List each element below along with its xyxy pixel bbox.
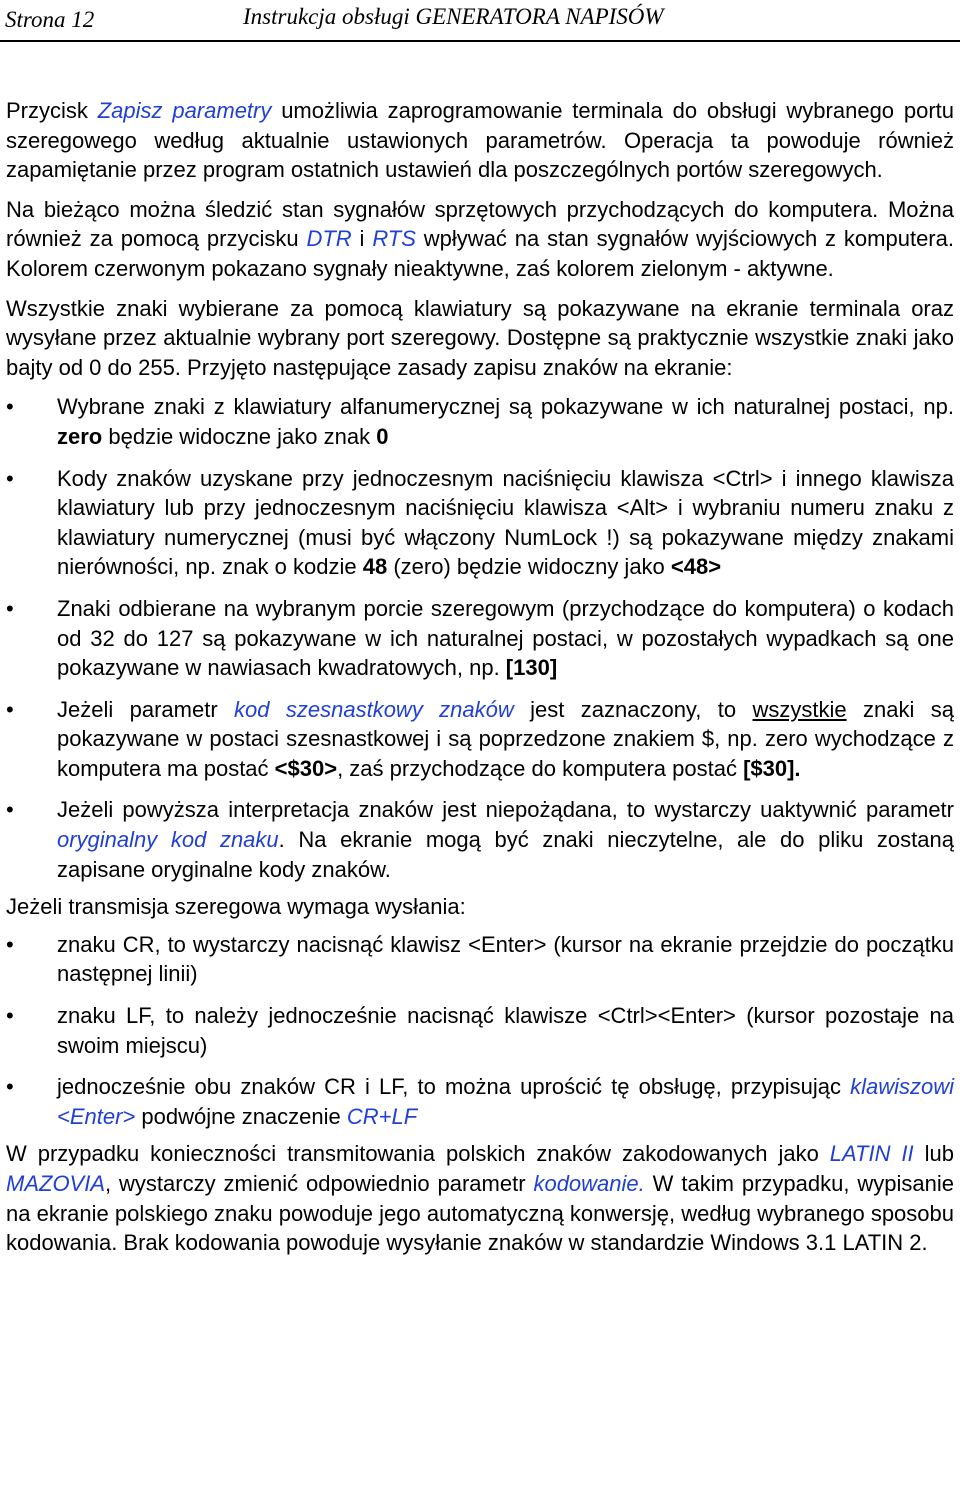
- list-item: • Wybrane znaki z klawiatury alfanumerycznej są pokazywane w ich naturalnej postaci, np. zero będzie widoczne jako znak 0: [6, 394, 954, 449]
- enter-key-reference: klawiszowi <Enter>: [57, 1074, 954, 1129]
- encoding-parameter: kodowanie.: [533, 1171, 645, 1196]
- latin2-reference: LATIN II: [829, 1141, 914, 1167]
- list-item: • Jeżeli powyższa interpretacja znaków jest niepożądana, to wystarczy uaktywnić parametr oryginalny kod znaku. Na ekranie mogą być znaki nieczytelne, ale do pliku zostaną zapisane oryginalne kody znaków.: [6, 797, 954, 882]
- page-header: [5, 4, 955, 38]
- bullet-icon: •: [6, 394, 14, 420]
- mazovia-reference: MAZOVIA: [6, 1171, 106, 1196]
- crlf-reference: CR+LF: [346, 1103, 418, 1129]
- paragraph-transmission: Jeżeli transmisja szeregowa wymaga wysłania:: [6, 894, 466, 920]
- list-item: • Jeżeli parametr kod szesnastkowy znaków jest zaznaczony, to wszystkie znaki są pokazywane w postaci szesnastkowej i są poprzedzone znakiem $, np. zero wychodzące z komputera ma postać <$30>, zaś przychodzące do komputera postać [$30].: [6, 696, 954, 781]
- bullet-icon: •: [6, 595, 14, 621]
- list-item: • Kody znaków uzyskane przy jednoczesnym naciśnięciu klawisza <Ctrl> i innego klawisza klawiatury lub przy jednoczesnym naciśnięciu klawisza <Alt> i wybraniu numeru znaku z klawiatury numerycznej (musi być włączony NumLock !) są pokazywane między znakami nierówności, np. znak o kodzie 48 (zero) będzie widoczny jako <48>: [6, 465, 954, 580]
- bullet-icon: •: [6, 1074, 14, 1100]
- paragraph-encoding: W przypadku konieczności transmitowania polskich znaków zakodowanych jako LATIN II lub MAZOVIA, wystarczy zmienić odpowiednio parametr kodowanie. W takim przypadku, wypisanie na ekranie polskiego znaku powoduje jego automatyczną konwersję, według wybranego sposobu kodowania. Brak kodowania powoduje wysyłanie znaków w standardzie Windows 3.1 LATIN 2.: [6, 1141, 954, 1256]
- header-rule: [0, 40, 960, 42]
- rts-reference: RTS: [372, 226, 416, 252]
- bullet-icon: •: [6, 465, 14, 491]
- page-content: [6, 96, 954, 1258]
- document-title: Instrukcja obsługi GENERATORA NAPISÓW: [243, 4, 664, 29]
- list-item: • znaku CR, to wystarczy nacisnąć klawisz <Enter> (kursor na ekranie przejdzie do początku następnej linii): [6, 931, 954, 987]
- dtr-reference: DTR: [306, 226, 352, 252]
- paragraph-save-parameters: Przycisk Zapisz parametry umożliwia zaprogramowanie terminala do obsługi wybranego portu szeregowego według aktualnie ustawionych parametrów. Operacja ta powoduje również zapamiętanie przez program ostatnich ustawień dla poszczególnych portów szeregowych.: [6, 98, 955, 183]
- bullet-icon: •: [6, 696, 14, 722]
- list-item: • znaku LF, to należy jednocześnie nacisnąć klawisze <Ctrl><Enter> (kursor pozostaje na swoim miejscu): [6, 1003, 954, 1058]
- character-rules-list: [6, 392, 954, 884]
- bullet-icon: •: [6, 931, 14, 957]
- page-number: Strona 12: [5, 7, 95, 32]
- bullet-icon: •: [6, 797, 14, 823]
- paragraph-signals: Na bieżąco można śledzić stan sygnałów sprzętowych przychodzących do komputera. Można również za pomocą przycisku DTR i RTS wpływać na stan sygnałów wyjściowych z komputera. Kolorem czerwonym pokazano sygnały nieaktywne, zaś kolorem zielonym - aktywne.: [6, 196, 954, 281]
- bullet-icon: •: [6, 1003, 14, 1029]
- paragraph-keyboard: Wszystkie znaki wybierane za pomocą klawiatury są pokazywane na ekranie terminala oraz wysyłane przez aktualnie wybrany port szeregowy. Dostępne są praktycznie wszystkie znaki jako bajty od 0 do 255. Przyjęto następujące zasady zapisu znaków na ekranie:: [6, 295, 954, 380]
- hex-code-parameter: kod szesnastkowy znaków: [234, 696, 514, 722]
- list-item: • Znaki odbierane na wybranym porcie szeregowym (przychodzące do komputera) o kodach od 32 do 127 są pokazywane w ich naturalnej postaci, w pozostałych wypadkach są one pokazywane w nawiasach kwadratowych, np. [130]: [6, 595, 954, 681]
- transmission-list: [6, 930, 954, 1132]
- original-code-parameter: oryginalny kod znaku: [57, 827, 279, 853]
- save-parameters-reference: Zapisz parametry: [97, 98, 272, 123]
- list-item: • jednocześnie obu znaków CR i LF, to można uprościć tę obsługę, przypisując klawiszowi <Enter> podwójne znaczenie CR+LF: [6, 1074, 954, 1129]
